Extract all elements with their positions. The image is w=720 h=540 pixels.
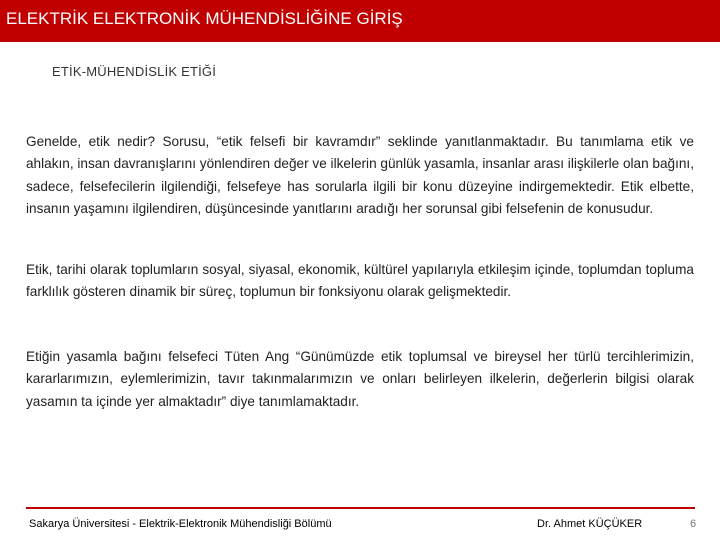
page-number: 6: [690, 518, 697, 530]
paragraph-2: Etik, tarihi olarak toplumların sosyal, siyasal, ekonomik, kültürel yapılarıyla etkileşim içinde, toplumdan topluma farklılık gösteren dinamik bir süreç, toplumun bir fonksiyonu olarak gelişmektedir.: [26, 262, 694, 300]
footer-divider: [26, 507, 695, 509]
header-bar: [0, 0, 720, 42]
footer-institution: Sakarya Üniversitesi - Elektrik-Elektronik Mühendisliği Bölümü: [29, 518, 332, 530]
section-subtitle: ETİK-MÜHENDİSLİK ETİĞİ: [52, 64, 217, 79]
slide-title: ELEKTRİK ELEKTRONİK MÜHENDİSLİĞİNE GİRİŞ: [6, 9, 403, 28]
paragraph-1: Genelde, etik nedir? Sorusu, “etik felsefi bir kavramdır” seklinde yanıtlanmaktadır. Bu tanımlama etik ve ahlakın, insan davranışlarını yönlendiren değer ve ilkelerin günlük yasamla, insanlar arası ilişkilerle olan bağını, sadece, felsefecilerin ilgilendiği, felsefeye has sorularla ilgili bir konu düzeyine indirgemektedir. Etik elbette, insanın yaşamını ilgilendiren, düşüncesinde yanıtlarını aradığı her sorunsal gibi felsefenin de konusudur.: [26, 134, 694, 216]
footer-author: Dr. Ahmet KÜÇÜKER: [537, 518, 643, 530]
paragraph-3: Etiğin yasamla bağını felsefeci Tüten Ang “Günümüzde etik toplumsal ve bireysel her türlü tercihlerimizin, kararlarımızın, eylemlerimizin, tavır takınmalarımızın ve onları belirleyen ilkelerin, değerlerin bilgisi olarak yasamın ta içinde yer almaktadır” diye tanımlamaktadır.: [26, 349, 694, 409]
